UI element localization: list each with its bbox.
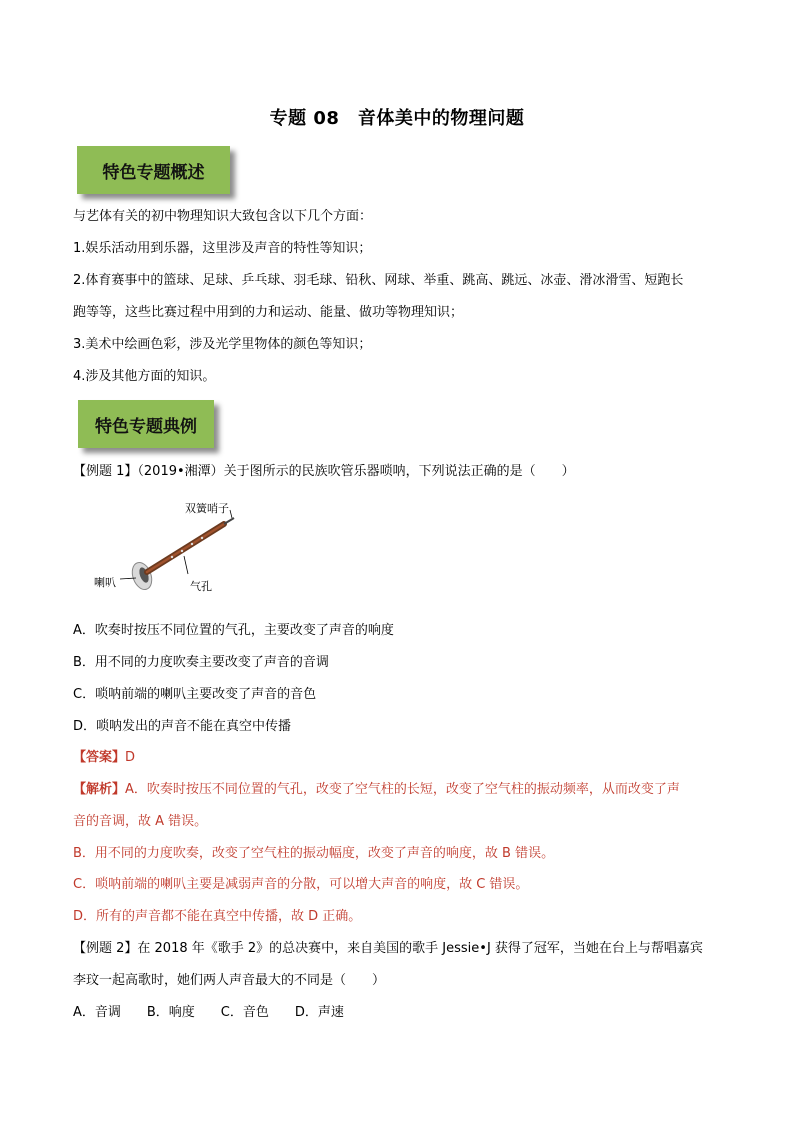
example2-tag: 【例题 2】 — [73, 941, 138, 956]
example1-tag: 【例题 1】 — [73, 464, 138, 479]
example1-option-c: C．唢呐前端的喇叭主要改变了声音的音色 — [73, 687, 317, 702]
figure-label-reed: 双簧哨子 — [185, 502, 229, 515]
example2-question-line: 李玟一起高歌时，她们两人声音最大的不同是（ ） — [73, 973, 386, 988]
analysis-line: C．唢呐前端的喇叭主要是减弱声音的分散，可以增大声音的响度，故 C 错误。 — [73, 877, 529, 892]
figure-label-horn: 喇叭 — [94, 576, 116, 589]
answer-value: D — [125, 750, 136, 765]
intro-line: 2.体育赛事中的篮球、足球、乒乓球、羽毛球、铅秋、网球、举重、跳高、跳远、冰壶、滑冰滑雪、短跑长 — [73, 273, 684, 288]
example2-text: 在 2018 年《歌手 2》的总决赛中，来自美国的歌手 Jessie•J 获得了冠军，当她在台上与帮唱嘉宾 — [137, 941, 703, 956]
intro-line: 4.涉及其他方面的知识。 — [73, 369, 216, 384]
intro-line: 跑等等，这些比赛过程中用到的力和运动、能量、做功等物理知识； — [73, 305, 464, 320]
intro-line: 与艺体有关的初中物理知识大致包含以下几个方面： — [73, 209, 373, 224]
answer-tag: 【答案】 — [73, 750, 126, 765]
example1-question — [73, 463, 733, 481]
figure-label-hole: 气孔 — [190, 580, 212, 593]
analysis-line: B．用不同的力度吹奏，改变了空气柱的振动幅度，改变了声音的响度，故 B 错误。 — [73, 846, 555, 861]
intro-line: 3.美术中绘画色彩，涉及光学里物体的颜色等知识； — [73, 337, 372, 352]
suona-figure — [92, 494, 252, 598]
section-heading-overview: 特色专题概述 — [77, 146, 230, 194]
example1-answer — [73, 749, 733, 767]
example1-option-d: D．唢呐发出的声音不能在真空中传播 — [73, 719, 292, 734]
section-heading-examples: 特色专题典例 — [78, 400, 214, 448]
example1-option-a: A．吹奏时按压不同位置的气孔，主要改变了声音的响度 — [73, 623, 394, 638]
example1-text: （2019•湘潭）关于图所示的民族吹管乐器唢呐，下列说法正确的是（ ） — [137, 464, 575, 479]
example1-analysis — [73, 781, 733, 799]
analysis-tag: 【解析】 — [73, 782, 126, 797]
example2-question — [73, 940, 733, 958]
analysis-line: A．吹奏时按压不同位置的气孔，改变了空气柱的长短，改变了空气柱的振动频率，从而改变了声 — [125, 782, 680, 797]
example1-option-b: B．用不同的力度吹奏主要改变了声音的音调 — [73, 655, 329, 670]
analysis-line: D．所有的声音都不能在真空中传播，故 D 正确。 — [73, 909, 362, 924]
intro-line: 1.娱乐活动用到乐器，这里涉及声音的特性等知识； — [73, 241, 372, 256]
page-title: 专题 08 音体美中的物理问题 — [269, 108, 525, 129]
example2-options: A．音调 B．响度 C．音色 D．声速 — [73, 1005, 344, 1020]
analysis-line: 音的音调，故 A 错误。 — [73, 814, 208, 829]
